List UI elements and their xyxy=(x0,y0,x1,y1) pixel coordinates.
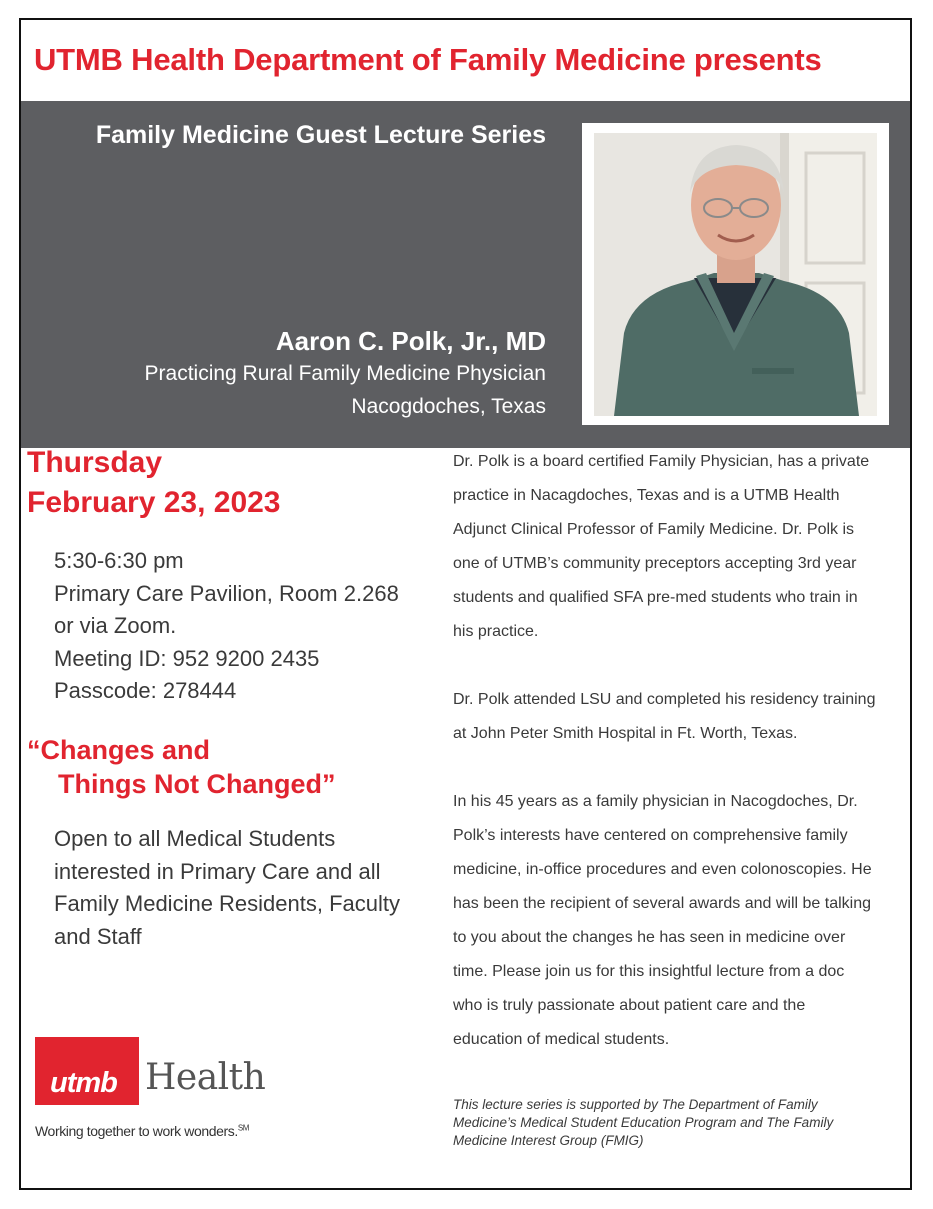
speaker-role: Practicing Rural Family Medicine Physician xyxy=(144,362,546,385)
talk-title-line-2: Things Not Changed” xyxy=(58,769,336,799)
logo-red-box xyxy=(35,1037,139,1105)
logo-health-text: Health xyxy=(145,1057,266,1098)
talk-title xyxy=(27,733,335,801)
event-zoom: or via Zoom. xyxy=(54,613,177,638)
talk-title-line-1: “Changes and xyxy=(27,735,211,765)
speaker-photo-frame xyxy=(582,123,889,425)
event-day: Thursday xyxy=(27,446,163,479)
speaker-info xyxy=(145,325,546,423)
event-date-full: February 23, 2023 xyxy=(27,486,281,519)
bio-paragraph-2: Dr. Polk attended LSU and completed his residency training at John Peter Smith Hospital in Ft. Worth, Texas. xyxy=(453,691,876,742)
page-title: UTMB Health Department of Family Medicine presents xyxy=(34,42,822,77)
bio-paragraph-3: In his 45 years as a family physician in Nacogdoches, Dr. Polk’s interests have centered on comprehensive family medicine, in-office procedures and even colonoscopies. He has been the recipient of several awards and will be talking to you about the changes he has seen in medicine over time. Please join us for this insightful lecture from a doc who is truly passionate about patient care and the education of medical students. xyxy=(453,793,872,1048)
speaker-photo xyxy=(594,133,877,416)
series-title: Family Medicine Guest Lecture Series xyxy=(95,121,546,149)
bio-paragraph-1: Dr. Polk is a board certified Family Physician, has a private practice in Nacagdoches, Texas and is a UTMB Health Adjunct Clinical Professor of Family Medicine. Dr. Polk is one of UTMB’s community preceptors accepting 3rd year students and qualified SFA pre-med students who train in his practice. xyxy=(453,453,870,640)
speaker-banner xyxy=(21,101,910,448)
logo-brand: utmb xyxy=(50,1067,117,1099)
speaker-location: Nacogdoches, Texas xyxy=(351,395,546,418)
speaker-name: Aaron C. Polk, Jr., MD xyxy=(275,326,546,356)
service-mark: SM xyxy=(237,1123,250,1133)
event-time: 5:30-6:30 pm xyxy=(54,548,184,573)
speaker-portrait-icon xyxy=(594,133,877,416)
zoom-passcode: Passcode: 278444 xyxy=(54,678,237,703)
event-details xyxy=(54,545,399,708)
utmb-health-logo xyxy=(35,1037,295,1157)
zoom-meeting-id: Meeting ID: 952 9200 2435 xyxy=(54,645,320,671)
audience-text: Open to all Medical Students interested in Primary Care and all Family Medicine Residents, Faculty and Staff xyxy=(54,826,401,949)
speaker-bio xyxy=(453,445,878,1091)
event-location: Primary Care Pavilion, Room 2.268 xyxy=(54,580,399,606)
support-note: This lecture series is supported by The Department of Family Medicine’s Medical Student Education Program and The Family Medicine Interest Group (FMIG) xyxy=(453,1097,834,1148)
logo-tagline xyxy=(35,1123,249,1139)
event-date xyxy=(27,443,281,523)
tagline-text: Working together to work wonders. xyxy=(35,1123,238,1139)
